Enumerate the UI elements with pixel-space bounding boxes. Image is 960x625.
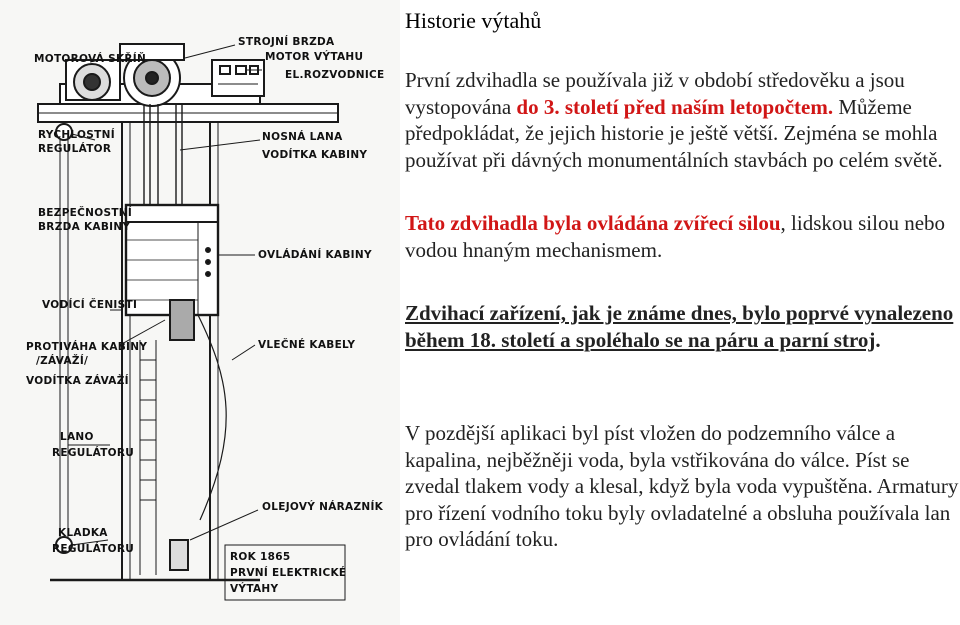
label-motor: MOTOROVÁ SKŘÍŇ	[34, 53, 147, 65]
label-rope: NOSNÁ LANA	[262, 131, 343, 143]
label-first: PRVNÍ ELEKTRICKÉ	[230, 567, 347, 579]
label-counterweight2: /ZÁVAŽÍ/	[36, 355, 89, 367]
label-rope-governor: LANO	[60, 431, 94, 443]
label-cabin-control: OVLÁDÁNÍ KABINY	[258, 249, 372, 261]
paragraph-power	[405, 210, 960, 263]
label-trailing-cables: VLEČNÉ KABELY	[258, 339, 356, 351]
label-guide: VODÍTKA KABINY	[262, 149, 368, 161]
label-safety2: BRZDA KABINY	[38, 221, 131, 233]
label-pulley2: REGULÁTORU	[52, 543, 135, 555]
paragraph-origins	[405, 67, 960, 173]
p1-highlight-century: do 3. století před naším letopočtem.	[516, 94, 834, 119]
label-buffer: OLEJOVÝ NÁRAZNÍK	[262, 501, 384, 513]
text-column	[405, 0, 960, 625]
p2-text-b: , lidskou silou nebo vodou hnaným mechanismem.	[405, 211, 946, 262]
p3-underlined: Zdvihací zařízení, jak je známe dnes, bylo poprvé vynalezeno během 18. století a spoléhalo se na páru a parní stroj	[405, 301, 954, 352]
p1-text-a: První zdvihadla se používala již v období středověku a jsou vystopována	[405, 68, 905, 119]
label-governor: RYCHLOSTNÍ	[38, 129, 115, 141]
label-guide-rails: VODÍCÍ ČENISTI	[42, 299, 138, 311]
label-motor2: MOTOR VÝTAHU	[265, 51, 364, 63]
paragraph-hydraulic: V pozdější aplikaci byl píst vložen do podzemního válce a kapalina, nejběžněji voda, byla vstřikována do válce. Píst se zvedal tlakem vody a klesal, když byla voda vypuštěna. Armatury pro řízení vodního toku byly ovladatelné a obsluha používala lan pro ovládání toku.	[405, 421, 959, 551]
p2-highlight-animal: Tato zdvihadla byla ovládána zvířecí silou	[405, 211, 781, 235]
p1-text-c: Můžeme předpokládat, že jejich historie je ještě větší. Zejména se mohla používat při dávných monumentálních stavbách po celém světě.	[405, 94, 943, 172]
label-switchboard: EL.ROZVODNICE	[285, 69, 385, 81]
label-brake: STROJNÍ BRZDA	[238, 36, 335, 48]
p3-period: .	[875, 327, 881, 352]
label-counterweight: PROTIVÁHA KABINY	[26, 341, 148, 353]
label-counterweight3: VODÍTKA ZÁVAŽÍ	[26, 375, 129, 387]
elevator-diagram	[0, 0, 400, 625]
label-first2: VÝTAHY	[230, 583, 279, 595]
paragraph-modern	[405, 300, 960, 353]
label-pulley: KLADKA	[58, 527, 108, 539]
label-rope-governor2: REGULÁTORU	[52, 447, 135, 459]
label-governor2: REGULÁTOR	[38, 143, 112, 155]
label-year: ROK 1865	[230, 551, 291, 563]
page-title: Historie výtahů	[405, 8, 542, 33]
label-safety: BEZPEČNOSTNÍ	[38, 207, 133, 219]
